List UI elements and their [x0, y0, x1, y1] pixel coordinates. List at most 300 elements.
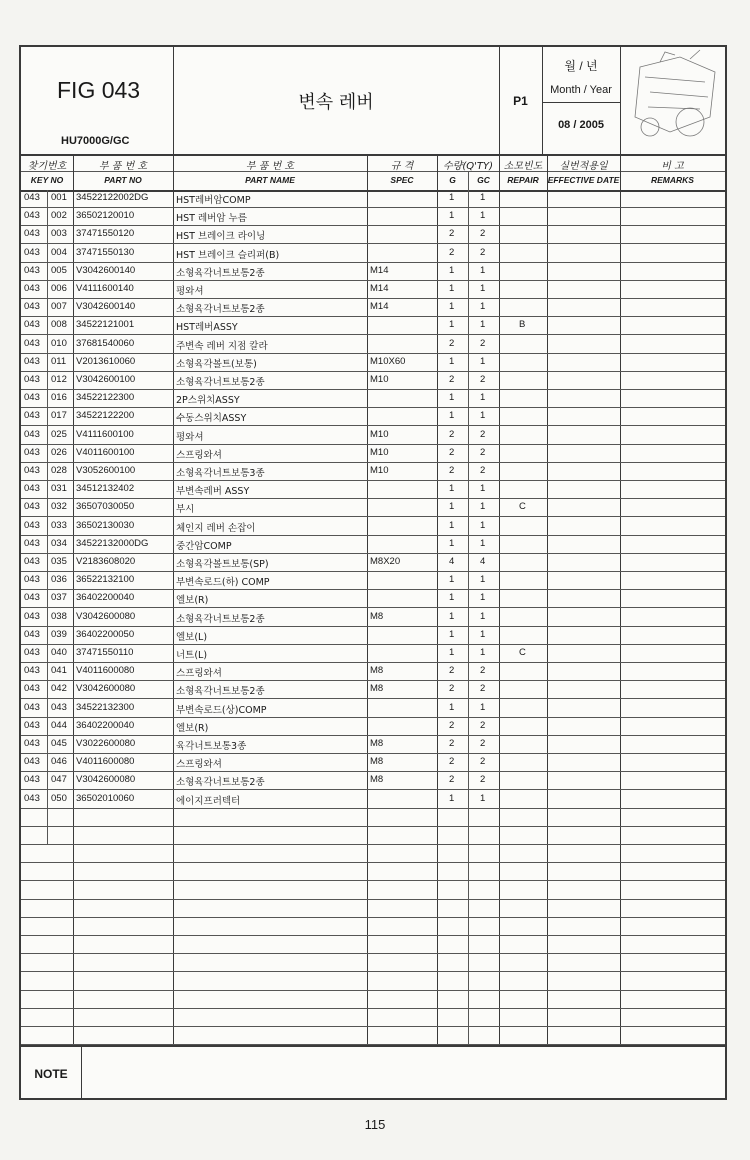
cell-gc: 1 [480, 537, 486, 549]
table-row [21, 1027, 725, 1045]
table-row [21, 281, 725, 299]
cell-g: 1 [449, 647, 455, 658]
table-row [21, 754, 725, 772]
cell-g: 1 [449, 192, 455, 203]
cell-g: 1 [449, 610, 455, 622]
column-header [21, 154, 725, 192]
table-row [21, 609, 725, 627]
cell-fig: 043 [24, 756, 40, 768]
table-row [21, 627, 725, 645]
cell-name: 체인지 레버 손잡이 [176, 522, 256, 534]
cell-spec: M14 [370, 283, 389, 294]
cell-part: V4111600140 [76, 283, 134, 294]
cell-spec: M8 [370, 610, 384, 622]
cell-g: 2 [449, 446, 455, 458]
cell-name: 부변속로드(상)COMP [176, 704, 267, 716]
col-repair-ko: 소모빈도 [503, 161, 543, 172]
cell-gc: 1 [480, 647, 486, 658]
cell-g: 2 [449, 774, 455, 786]
cell-gc: 1 [480, 628, 486, 640]
cell-part: 36502010060 [76, 792, 135, 804]
cell-gc: 1 [480, 592, 486, 604]
cell-part: V4111600100 [76, 428, 134, 440]
cell-fig: 043 [24, 701, 40, 713]
cell-fig: 043 [24, 574, 40, 586]
cell-part: 36522132100 [76, 574, 135, 586]
cell-gc: 1 [480, 192, 486, 203]
cell-part: V4011600080 [76, 756, 135, 768]
table-row [21, 900, 725, 918]
cell-spec: M10 [370, 465, 389, 476]
cell-g: 1 [449, 628, 455, 640]
cell-gc: 1 [480, 392, 486, 404]
cell-g: 2 [449, 465, 455, 476]
table-row [21, 663, 725, 681]
cell-name: 엘보(R) [176, 722, 209, 734]
cell-fig: 043 [24, 410, 40, 422]
cell-gc: 2 [480, 246, 486, 258]
cell-spec: M8 [370, 738, 384, 749]
cell-part: 34522122002DG [76, 192, 149, 203]
cell-name: HST레버ASSY [176, 322, 238, 334]
cell-repair: B [519, 319, 526, 331]
cell-part: V3052600100 [76, 465, 136, 476]
cell-g: 2 [449, 683, 455, 695]
cell-part: 36402200050 [76, 628, 135, 640]
cell-part: V3042600080 [76, 683, 136, 695]
cell-key: 042 [51, 683, 67, 695]
cell-name: 너트(L) [176, 650, 208, 661]
cell-key: 025 [51, 428, 67, 440]
cell-spec: M14 [370, 301, 389, 313]
table-row [21, 445, 725, 463]
cell-g: 1 [449, 283, 455, 294]
cell-g: 1 [449, 792, 455, 804]
cell-g: 1 [449, 210, 455, 222]
cell-part: 34522132300 [76, 701, 135, 713]
cell-key: 035 [51, 556, 67, 567]
cell-key: 043 [51, 701, 67, 713]
col-name-en: PART NAME [245, 175, 295, 185]
cell-g: 1 [449, 574, 455, 586]
cell-fig: 043 [24, 501, 40, 513]
col-rem-ko: 비 고 [661, 161, 684, 172]
cell-repair: C [519, 647, 526, 658]
col-rem-en: REMARKS [651, 175, 694, 185]
table-row [21, 427, 725, 445]
col-qty-g: G [449, 175, 456, 185]
table-row [21, 518, 725, 536]
cell-fig: 043 [24, 628, 40, 640]
cell-gc: 2 [480, 738, 486, 749]
page-code: P1 [513, 93, 528, 108]
cell-part: 36402200040 [76, 719, 135, 731]
cell-spec: M10 [370, 428, 389, 440]
cell-gc: 1 [480, 301, 486, 313]
cell-fig: 043 [24, 537, 40, 549]
cell-fig: 043 [24, 428, 40, 440]
cell-spec: M8X20 [370, 556, 401, 567]
cell-spec: M8 [370, 756, 384, 768]
cell-fig: 043 [24, 774, 40, 786]
table-row [21, 681, 725, 699]
cell-name: 주변속 레버 지점 칼라 [176, 340, 268, 352]
cell-part: V3042600140 [76, 264, 136, 276]
cell-part: 36502120010 [76, 210, 135, 222]
cell-fig: 043 [24, 264, 40, 276]
cell-spec: M10X60 [370, 355, 406, 367]
cell-name: HST레버암COMP [176, 195, 251, 206]
table-row [21, 736, 725, 754]
table-row [21, 263, 725, 281]
table-row [21, 1009, 725, 1027]
cell-part: 34522121001 [76, 319, 135, 331]
table-row [21, 645, 725, 663]
cell-name: 육각너트보통3종 [176, 741, 247, 752]
cell-gc: 2 [480, 374, 486, 385]
cell-name: 부변속레버 ASSY [176, 486, 250, 498]
fig-number: FIG 043 [57, 77, 141, 103]
col-part-en: PART NO [104, 175, 142, 185]
cell-name: 스프링와셔 [176, 449, 222, 461]
col-part-ko: 부 품 번 호 [98, 161, 148, 172]
cell-gc: 1 [480, 519, 486, 531]
cell-gc: 1 [480, 210, 486, 222]
cell-fig: 043 [24, 665, 40, 677]
cell-key: 037 [51, 592, 67, 604]
cell-name: 평와셔 [176, 286, 204, 297]
cell-name: HST 레버암 누름 [176, 213, 247, 225]
cell-gc: 1 [480, 355, 486, 367]
cell-key: 045 [51, 738, 67, 749]
cell-g: 1 [449, 355, 455, 367]
cell-part: 34522132000DG [76, 537, 149, 549]
cell-g: 2 [449, 756, 455, 768]
cell-name: 에이지프러텍터 [176, 795, 241, 807]
col-eff-ko: 실번적용일 [559, 161, 608, 172]
cell-key: 038 [51, 610, 67, 622]
cell-part: 34512132402 [76, 483, 135, 495]
cell-g: 1 [449, 592, 455, 604]
cell-gc: 1 [480, 283, 486, 294]
fig-box [21, 47, 173, 154]
cell-name: 엘보(R) [176, 595, 209, 607]
cell-fig: 043 [24, 228, 40, 240]
table-row [21, 700, 725, 718]
cell-name: 소형육각너트보통2종 [176, 304, 265, 316]
cell-spec: M14 [370, 264, 389, 276]
table-row [21, 245, 725, 263]
cell-fig: 043 [24, 337, 40, 349]
cell-gc: 1 [480, 701, 486, 713]
cell-g: 2 [449, 228, 455, 240]
cell-fig: 043 [24, 483, 40, 495]
cell-key: 050 [51, 792, 67, 804]
cell-fig: 043 [24, 647, 40, 658]
cell-key: 041 [51, 665, 67, 677]
cell-gc: 2 [480, 774, 486, 786]
table-row [21, 408, 725, 426]
cell-g: 1 [449, 501, 455, 513]
cell-gc: 2 [480, 719, 486, 731]
cell-g: 1 [449, 392, 455, 404]
col-spec-ko: 규 격 [390, 161, 414, 172]
note-area [21, 1045, 725, 1100]
cell-key: 036 [51, 574, 67, 586]
cell-part: 34522122300 [76, 392, 135, 404]
cell-repair: C [519, 501, 526, 513]
cell-fig: 043 [24, 283, 40, 294]
table-row [21, 372, 725, 390]
date-value: 08 / 2005 [558, 119, 604, 131]
cell-g: 4 [449, 556, 455, 567]
cell-gc: 2 [480, 683, 486, 695]
cell-fig: 043 [24, 210, 40, 222]
cell-gc: 1 [480, 501, 486, 513]
cell-spec: M10 [370, 446, 389, 458]
cell-name: 소형육각볼트(보통) [176, 358, 257, 370]
cell-key: 046 [51, 756, 67, 768]
cell-part: 34522122200 [76, 410, 135, 422]
cell-name: 소형육각너트보통2종 [176, 686, 265, 698]
cell-key: 028 [51, 465, 67, 476]
cell-gc: 2 [480, 428, 486, 440]
cell-spec: M8 [370, 774, 384, 786]
table-row [21, 536, 725, 554]
cell-fig: 043 [24, 610, 40, 622]
date-label-ko: 월 / 년 [564, 59, 598, 73]
note-label: NOTE [21, 1047, 82, 1100]
cell-g: 2 [449, 337, 455, 349]
cell-key: 033 [51, 519, 67, 531]
table-row [21, 481, 725, 499]
cell-fig: 043 [24, 738, 40, 749]
table-row [21, 827, 725, 845]
cell-gc: 2 [480, 446, 486, 458]
cell-fig: 043 [24, 719, 40, 731]
cell-gc: 1 [480, 574, 486, 586]
table-row [21, 317, 725, 335]
cell-g: 1 [449, 483, 455, 495]
table-row [21, 973, 725, 991]
cell-name: 스프링와셔 [176, 668, 222, 680]
table-row [21, 463, 725, 481]
table-row [21, 390, 725, 408]
cell-part: V2013610060 [76, 355, 136, 367]
table-row [21, 718, 725, 736]
cell-g: 2 [449, 665, 455, 677]
header [21, 47, 725, 156]
table-row [21, 991, 725, 1009]
cell-name: 소형육각너트보통3종 [176, 468, 265, 479]
col-key-ko: 찾기번호 [27, 161, 67, 172]
cell-fig: 043 [24, 465, 40, 476]
table-row [21, 809, 725, 827]
cell-key: 031 [51, 483, 67, 495]
col-eff-en: EFFECTIVE DATE [547, 175, 620, 185]
cell-name: HST 브레이크 슬리퍼(B) [176, 249, 280, 261]
cell-spec: M10 [370, 374, 389, 385]
cell-part: V4011600080 [76, 665, 135, 677]
cell-part: V3042600080 [76, 610, 136, 622]
cell-name: 부시 [176, 504, 195, 516]
cell-fig: 043 [24, 592, 40, 604]
table-row [21, 791, 725, 809]
cell-name: 엘보(L) [176, 631, 208, 643]
cell-name: 부변속로드(하) COMP [176, 577, 270, 589]
cell-g: 1 [449, 319, 455, 331]
cell-part: 37681540060 [76, 337, 135, 349]
cell-part: V3042600140 [76, 301, 136, 313]
cell-name: 소형육각너트보통2종 [176, 377, 265, 388]
cell-gc: 2 [480, 665, 486, 677]
table-row [21, 336, 725, 354]
cell-key: 002 [51, 210, 67, 222]
cell-name: 소형육각너트보통2종 [176, 613, 265, 625]
cell-gc: 4 [480, 556, 486, 567]
cell-name: 평와셔 [176, 431, 204, 443]
cell-name: 소형육각너트보통2종 [176, 267, 265, 279]
cell-name: 2P스위치ASSY [176, 395, 240, 407]
table-row [21, 299, 725, 317]
cell-key: 044 [51, 719, 67, 731]
cell-gc: 1 [480, 410, 486, 422]
cell-g: 1 [449, 537, 455, 549]
cell-fig: 043 [24, 446, 40, 458]
cell-gc: 2 [480, 756, 486, 768]
cell-key: 005 [51, 264, 67, 276]
cell-fig: 043 [24, 374, 40, 385]
cell-key: 040 [51, 647, 67, 658]
cell-key: 010 [51, 337, 67, 349]
model-number: HU7000G/GC [61, 135, 130, 147]
cell-part: 36502130030 [76, 519, 135, 531]
table-row [21, 208, 725, 226]
cell-part: 37471550130 [76, 246, 135, 258]
cell-fig: 043 [24, 246, 40, 258]
cell-fig: 043 [24, 519, 40, 531]
cell-key: 034 [51, 537, 67, 549]
col-qty-gc: GC [477, 175, 490, 185]
cell-fig: 043 [24, 792, 40, 804]
date-box [542, 47, 620, 154]
cell-part: 36402200040 [76, 592, 135, 604]
cell-fig: 043 [24, 392, 40, 404]
cell-gc: 2 [480, 228, 486, 240]
cell-name: 수동스위치ASSY [176, 413, 247, 425]
cell-key: 011 [51, 355, 67, 367]
cell-key: 032 [51, 501, 67, 513]
cell-key: 004 [51, 246, 67, 258]
table-row [21, 863, 725, 881]
cell-key: 001 [51, 192, 67, 203]
cell-gc: 1 [480, 264, 486, 276]
cell-key: 007 [51, 301, 67, 313]
cell-fig: 043 [24, 192, 40, 203]
cell-key: 039 [51, 628, 67, 640]
col-qty-ko: 수량(Q'TY) [443, 161, 493, 172]
page-title: 변속 레버 [298, 91, 374, 113]
cell-spec: M8 [370, 683, 384, 695]
cell-fig: 043 [24, 301, 40, 313]
cell-part: V4011600100 [76, 446, 135, 458]
table-row [21, 936, 725, 954]
table-row [21, 954, 725, 972]
cell-part: 37471550120 [76, 228, 135, 240]
col-repair-en: REPAIR [507, 175, 539, 185]
cell-fig: 043 [24, 556, 40, 567]
cell-g: 2 [449, 246, 455, 258]
col-key-en: KEY NO [30, 175, 64, 185]
cell-key: 003 [51, 228, 67, 240]
table-row [21, 882, 725, 900]
cell-gc: 1 [480, 610, 486, 622]
cell-g: 1 [449, 701, 455, 713]
cell-g: 1 [449, 410, 455, 422]
cell-key: 008 [51, 319, 67, 331]
cell-spec: M8 [370, 665, 384, 677]
cell-name: 소형육각볼트보통(SP) [176, 559, 269, 570]
cell-fig: 043 [24, 355, 40, 367]
cell-part: 37471550110 [76, 647, 134, 658]
machine-illustration [620, 47, 725, 154]
cell-name: HST 브레이크 라이닝 [176, 231, 266, 243]
cell-g: 1 [449, 301, 455, 313]
cell-key: 047 [51, 774, 67, 786]
table-row [21, 590, 725, 608]
cell-name: 스프링와셔 [176, 759, 222, 771]
cell-gc: 1 [480, 792, 486, 804]
col-spec-en: SPEC [390, 175, 414, 185]
cell-g: 2 [449, 719, 455, 731]
col-name-ko: 부 품 번 호 [245, 161, 295, 172]
cell-g: 2 [449, 374, 455, 385]
cell-key: 017 [51, 410, 67, 422]
cell-fig: 043 [24, 683, 40, 695]
table-row [21, 918, 725, 936]
table-row [21, 354, 725, 372]
table-row [21, 772, 725, 790]
table-row [21, 226, 725, 244]
cell-part: V3042600080 [76, 774, 136, 786]
date-label-en: Month / Year [550, 84, 612, 96]
table-row [21, 190, 725, 208]
cell-gc: 2 [480, 465, 486, 476]
cell-gc: 2 [480, 337, 486, 349]
cell-key: 012 [51, 374, 67, 385]
parts-sheet [19, 45, 727, 1100]
cell-key: 016 [51, 392, 67, 404]
cell-part: V3022600080 [76, 738, 136, 749]
table-row [21, 845, 725, 863]
cell-key: 026 [51, 446, 67, 458]
cell-name: 중간암COMP [176, 540, 232, 552]
cell-fig: 043 [24, 319, 40, 331]
cell-g: 1 [449, 519, 455, 531]
cell-part: V3042600100 [76, 374, 136, 385]
cell-g: 2 [449, 428, 455, 440]
cell-gc: 1 [480, 319, 486, 331]
table-row [21, 572, 725, 590]
cell-g: 2 [449, 738, 455, 749]
cell-key: 006 [51, 283, 67, 294]
cell-part: V2183608020 [76, 556, 136, 567]
cell-g: 1 [449, 264, 455, 276]
page-number: 115 [364, 1117, 386, 1132]
cell-name: 소형육각너트보통2종 [176, 777, 265, 789]
cell-gc: 1 [480, 483, 486, 495]
cell-part: 36507030050 [76, 501, 135, 513]
